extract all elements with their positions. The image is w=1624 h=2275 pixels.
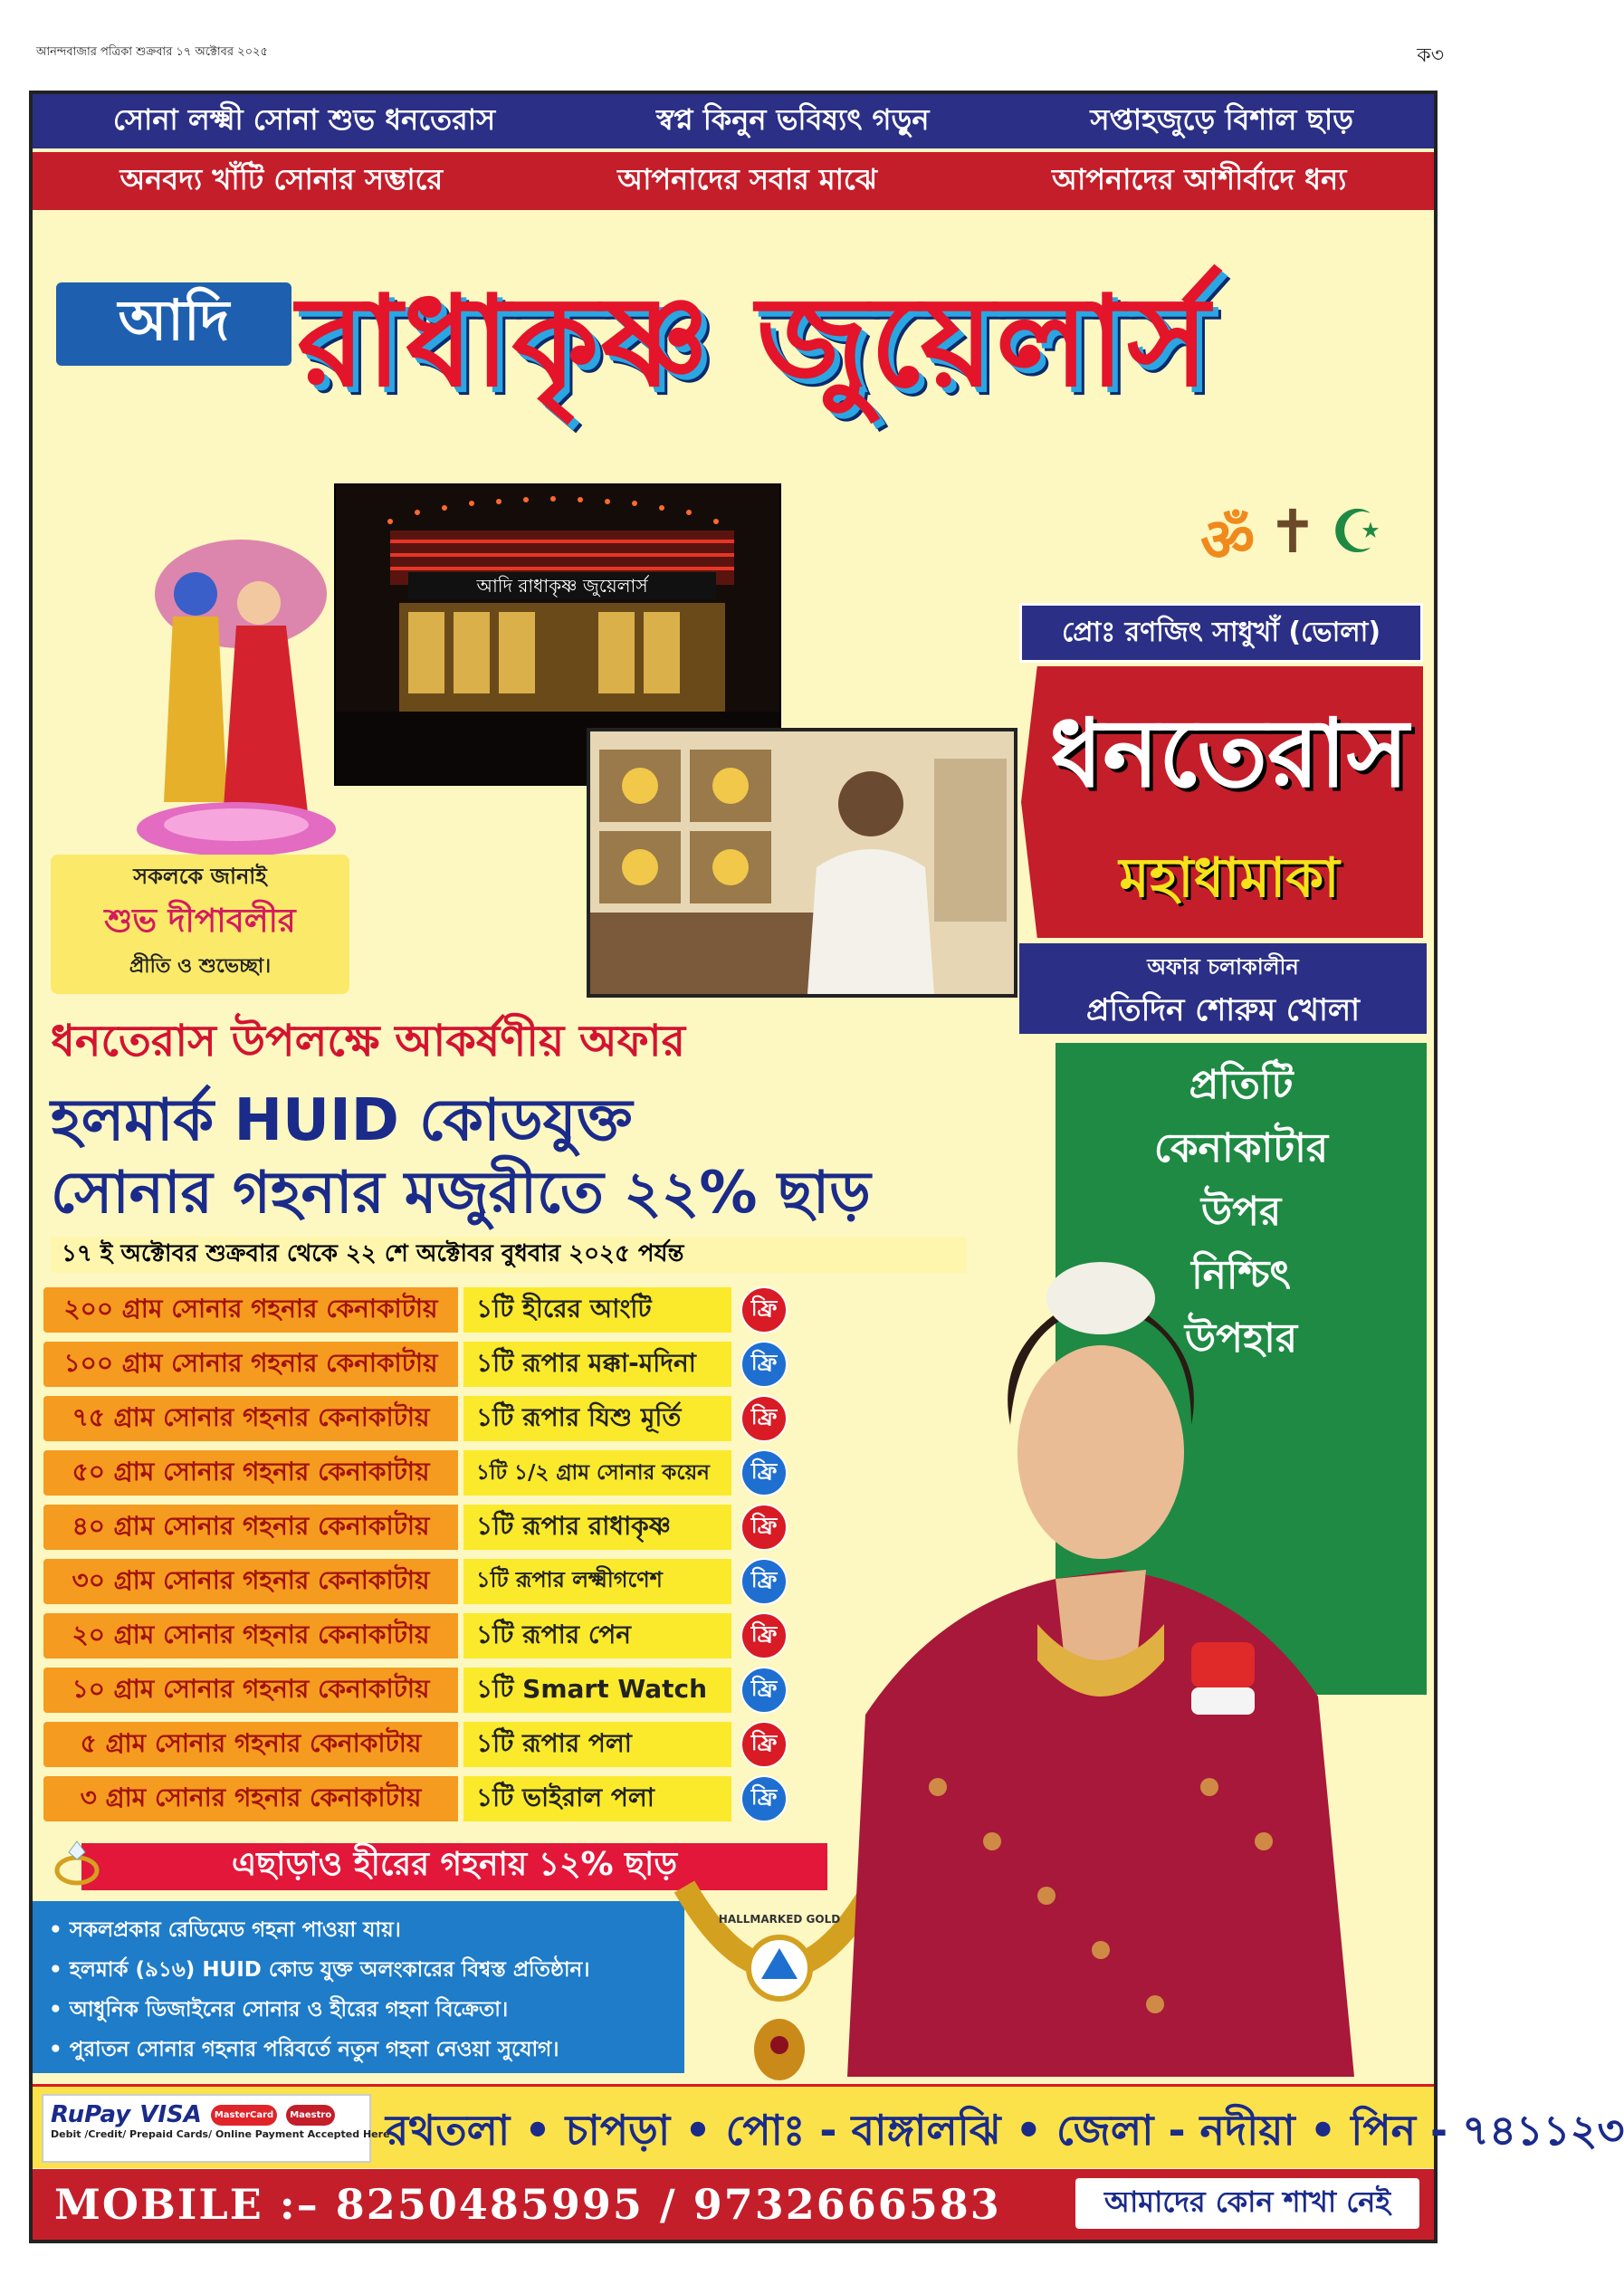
free-badge: ফ্রি [740, 1558, 788, 1605]
offer-row [43, 1503, 840, 1552]
shop-address: রথতলা • চাপড়া • পোঃ - বাঙ্গালঝি • জেলা - নদীয়া • পিন - ৭৪১১২৩ [386, 2106, 1624, 2155]
second-strip-text-3: আপনাদের আশীর্বাদে ধন্য [1051, 162, 1347, 196]
payment-cards [42, 2094, 390, 2163]
advertisement [29, 91, 1624, 2243]
mastercard-logo: MasterCard [211, 2105, 277, 2126]
offer-purchase: ১০ গ্রাম সোনার গহনার কেনাকাটায় [43, 1668, 458, 1713]
offer-gift: ১টি ভাইরাল পলা [463, 1776, 731, 1821]
address-bar [33, 2084, 1624, 2168]
offer-purchase: ৫০ গ্রাম সোনার গহনার কেনাকাটায় [43, 1450, 458, 1496]
cross-icon: ✝ [1267, 497, 1318, 567]
second-strip-text-2: আপনাদের সবার মাঝে [617, 162, 877, 196]
offer-gift: ১টি রূপার রাধাকৃষ্ণ [463, 1505, 731, 1550]
offer-purchase: ৩ গ্রাম সোনার গহনার কেনাকাটায় [43, 1776, 458, 1821]
free-badge: ফ্রি [740, 1449, 788, 1496]
payment-note: Debit /Credit/ Prepaid Cards/ Online Payment Accepted Here [51, 2128, 390, 2140]
om-icon: ॐ [1200, 505, 1256, 575]
radha-krishna-illustration [123, 531, 340, 875]
free-badge: ফ্রি [740, 1667, 788, 1714]
masthead-left: আনন্দবাজার পত্রিকা শুক্রবার ১৭ অক্টোবর ২০২৫ [36, 45, 268, 59]
feature-item: • পুরাতন সোনার গহনার পরিবর্তে নতুন গহনা নেওয়া সুযোগ। [49, 2038, 559, 2061]
offer-row [43, 1774, 840, 1823]
offer-gift: ১টি রূপার যিশু মূর্তি [463, 1396, 731, 1441]
brand-name: রাধাকৃষ্ণ জুয়েলার্স [297, 269, 1211, 415]
free-badge: ফ্রি [740, 1341, 788, 1388]
offer-purchase: ২০০ গ্রাম সোনার গহনার কেনাকাটায় [43, 1287, 458, 1333]
top-strip-text-1: সোনা লক্ষ্মী সোনা শুভ ধনতেরাস [112, 102, 496, 137]
diamond-ring-icon [51, 1836, 103, 1888]
gift-note-line-5: উপহার [1184, 1315, 1298, 1362]
free-badge: ফ্রি [740, 1775, 788, 1822]
offer-gift: ১টি রূপার মক্কা-মদিনা [463, 1342, 731, 1387]
feature-item: • হলমার্ক (৯১৬) HUID কোড যুক্ত অলংকারের বিশ্বস্ত প্রতিষ্ঠান। [49, 1958, 590, 1982]
free-badge: ফ্রি [740, 1721, 788, 1768]
free-badge: ফ্রি [740, 1395, 788, 1442]
brand-prefix: আদি [56, 282, 291, 366]
huid-headline: হলমার্ক HUID কোডযুক্ত [51, 1087, 633, 1154]
free-badge: ফ্রি [740, 1612, 788, 1659]
offer-dates: ১৭ ই অক্টোবর শুক্রবার থেকে ২২ শে অক্টোবর বুধবার ২০২৫ পর্যন্ত [51, 1237, 967, 1273]
religious-symbols [1200, 497, 1384, 578]
offer-purchase: ৭৫ গ্রাম সোনার গহনার কেনাকাটায় [43, 1396, 458, 1441]
offer-purchase: ৪০ গ্রাম সোনার গহনার কেনাকাটায় [43, 1505, 458, 1550]
diwali-greeting [51, 855, 349, 994]
second-strip-text-1: অনবদ্য খাঁটি সোনার সম্ভারে [119, 162, 444, 196]
deity-icon [123, 531, 340, 875]
top-strip-text-3: সপ্তাহজুড়ে বিশাল ছাড় [1090, 102, 1354, 137]
greeting-line-2: শুভ দীপাবলীর [104, 903, 296, 940]
offer-row [43, 1340, 840, 1389]
shop-sign-text: আদি রাধাকৃষ্ণ জুয়েলার্স [476, 575, 648, 597]
second-strip [33, 152, 1434, 210]
offer-gift: ১টি ১/২ গ্রাম সোনার কয়েন [463, 1450, 731, 1496]
card-logos [43, 2096, 369, 2128]
greeting-line-1: সকলকে জানাই [133, 864, 267, 889]
offer-row [43, 1394, 840, 1443]
gift-note-line-1: প্রতিটি [1189, 1062, 1294, 1108]
offer-period-box [1019, 943, 1427, 1034]
page-number: ক৩ [1417, 44, 1444, 67]
free-badge: ফ্রি [740, 1504, 788, 1551]
dhanteras-subtitle: মহাধামাকা [1119, 846, 1340, 910]
offer-row [43, 1286, 840, 1334]
discount-headline: সোনার গহনার মজুরীতে ২২% ছাড় [51, 1160, 871, 1227]
visa-logo: VISA [139, 2101, 202, 2128]
offer-gift: ১টি রূপার পলা [463, 1722, 731, 1767]
dhanteras-title: ধনতেরাস [1049, 698, 1409, 808]
offer-purchase: ১০০ গ্রাম সোনার গহনার কেনাকাটায় [43, 1342, 458, 1387]
offer-gift: ১টি Smart Watch [463, 1668, 731, 1713]
offer-row [43, 1557, 840, 1606]
offer-gift: ১টি রূপার পেন [463, 1613, 731, 1658]
offer-row [43, 1448, 840, 1497]
contact-bar [33, 2169, 1434, 2240]
owner-photo [587, 728, 1017, 998]
owner-name: প্রোঃ রণজিৎ সাধুখাঁ (ভোলা) [1019, 603, 1423, 663]
free-badge: ফ্রি [740, 1286, 788, 1333]
bride-illustration [829, 1153, 1372, 2077]
offer-row [43, 1611, 840, 1660]
owner-illustration [590, 731, 1014, 994]
crescent-star-icon: ☪ [1330, 497, 1384, 567]
gift-note-line-2: কেনাকাটার [1153, 1125, 1329, 1171]
offer-row [43, 1720, 840, 1769]
maestro-logo: Maestro [286, 2105, 335, 2126]
hallmark-label: HALLMARKED GOLD [718, 1913, 841, 1926]
rupay-logo: RuPay [51, 2101, 131, 2128]
features-list [33, 1901, 684, 2073]
top-strip [33, 94, 1434, 148]
top-strip-text-2: স্বপ্ন কিনুন ভবিষ্যৎ গড়ুন [656, 102, 930, 137]
offer-headline: ধনতেরাস উপলক্ষে আকর্ষণীয় অফার [51, 1016, 685, 1066]
offer-gift: ১টি হীরের আংটি [463, 1287, 731, 1333]
feature-item: • আধুনিক ডিজাইনের সোনার ও হীরের গহনা বিক্রেতা। [49, 1998, 509, 2022]
offer-period-line-2: প্রতিদিন শোরুম খোলা [1085, 992, 1361, 1028]
greeting-line-3: প্রীতি ও শুভেচ্ছা। [129, 955, 272, 978]
diamond-offer: এছাড়াও হীরের গহনায় ১২% ছাড় [81, 1843, 827, 1890]
offer-purchase: ৩০ গ্রাম সোনার গহনার কেনাকাটায় [43, 1559, 458, 1604]
offer-row [43, 1666, 840, 1715]
offer-gift: ১টি রূপার লক্ষ্মীগণেশ [463, 1559, 731, 1604]
offer-table [43, 1286, 840, 1829]
offer-purchase: ৫ গ্রাম সোনার গহনার কেনাকাটায় [43, 1722, 458, 1767]
gift-note-line-4: নিশ্চিৎ [1191, 1252, 1291, 1298]
offer-period-line-1: অফার চলাকালীন [1147, 954, 1299, 980]
no-branch-note: আমাদের কোন শাখা নেই [1075, 2178, 1419, 2229]
gift-note-line-3: উপর [1200, 1189, 1282, 1235]
mobile-numbers: MOBILE :– 8250485995 / 9732666583 [54, 2180, 1001, 2229]
bride-model-photo [829, 1153, 1372, 2077]
feature-item: • সকলপ্রকার রেডিমেড গহনা পাওয়া যায়। [49, 1918, 401, 1942]
offer-purchase: ২০ গ্রাম সোনার গহনার কেনাকাটায় [43, 1613, 458, 1658]
